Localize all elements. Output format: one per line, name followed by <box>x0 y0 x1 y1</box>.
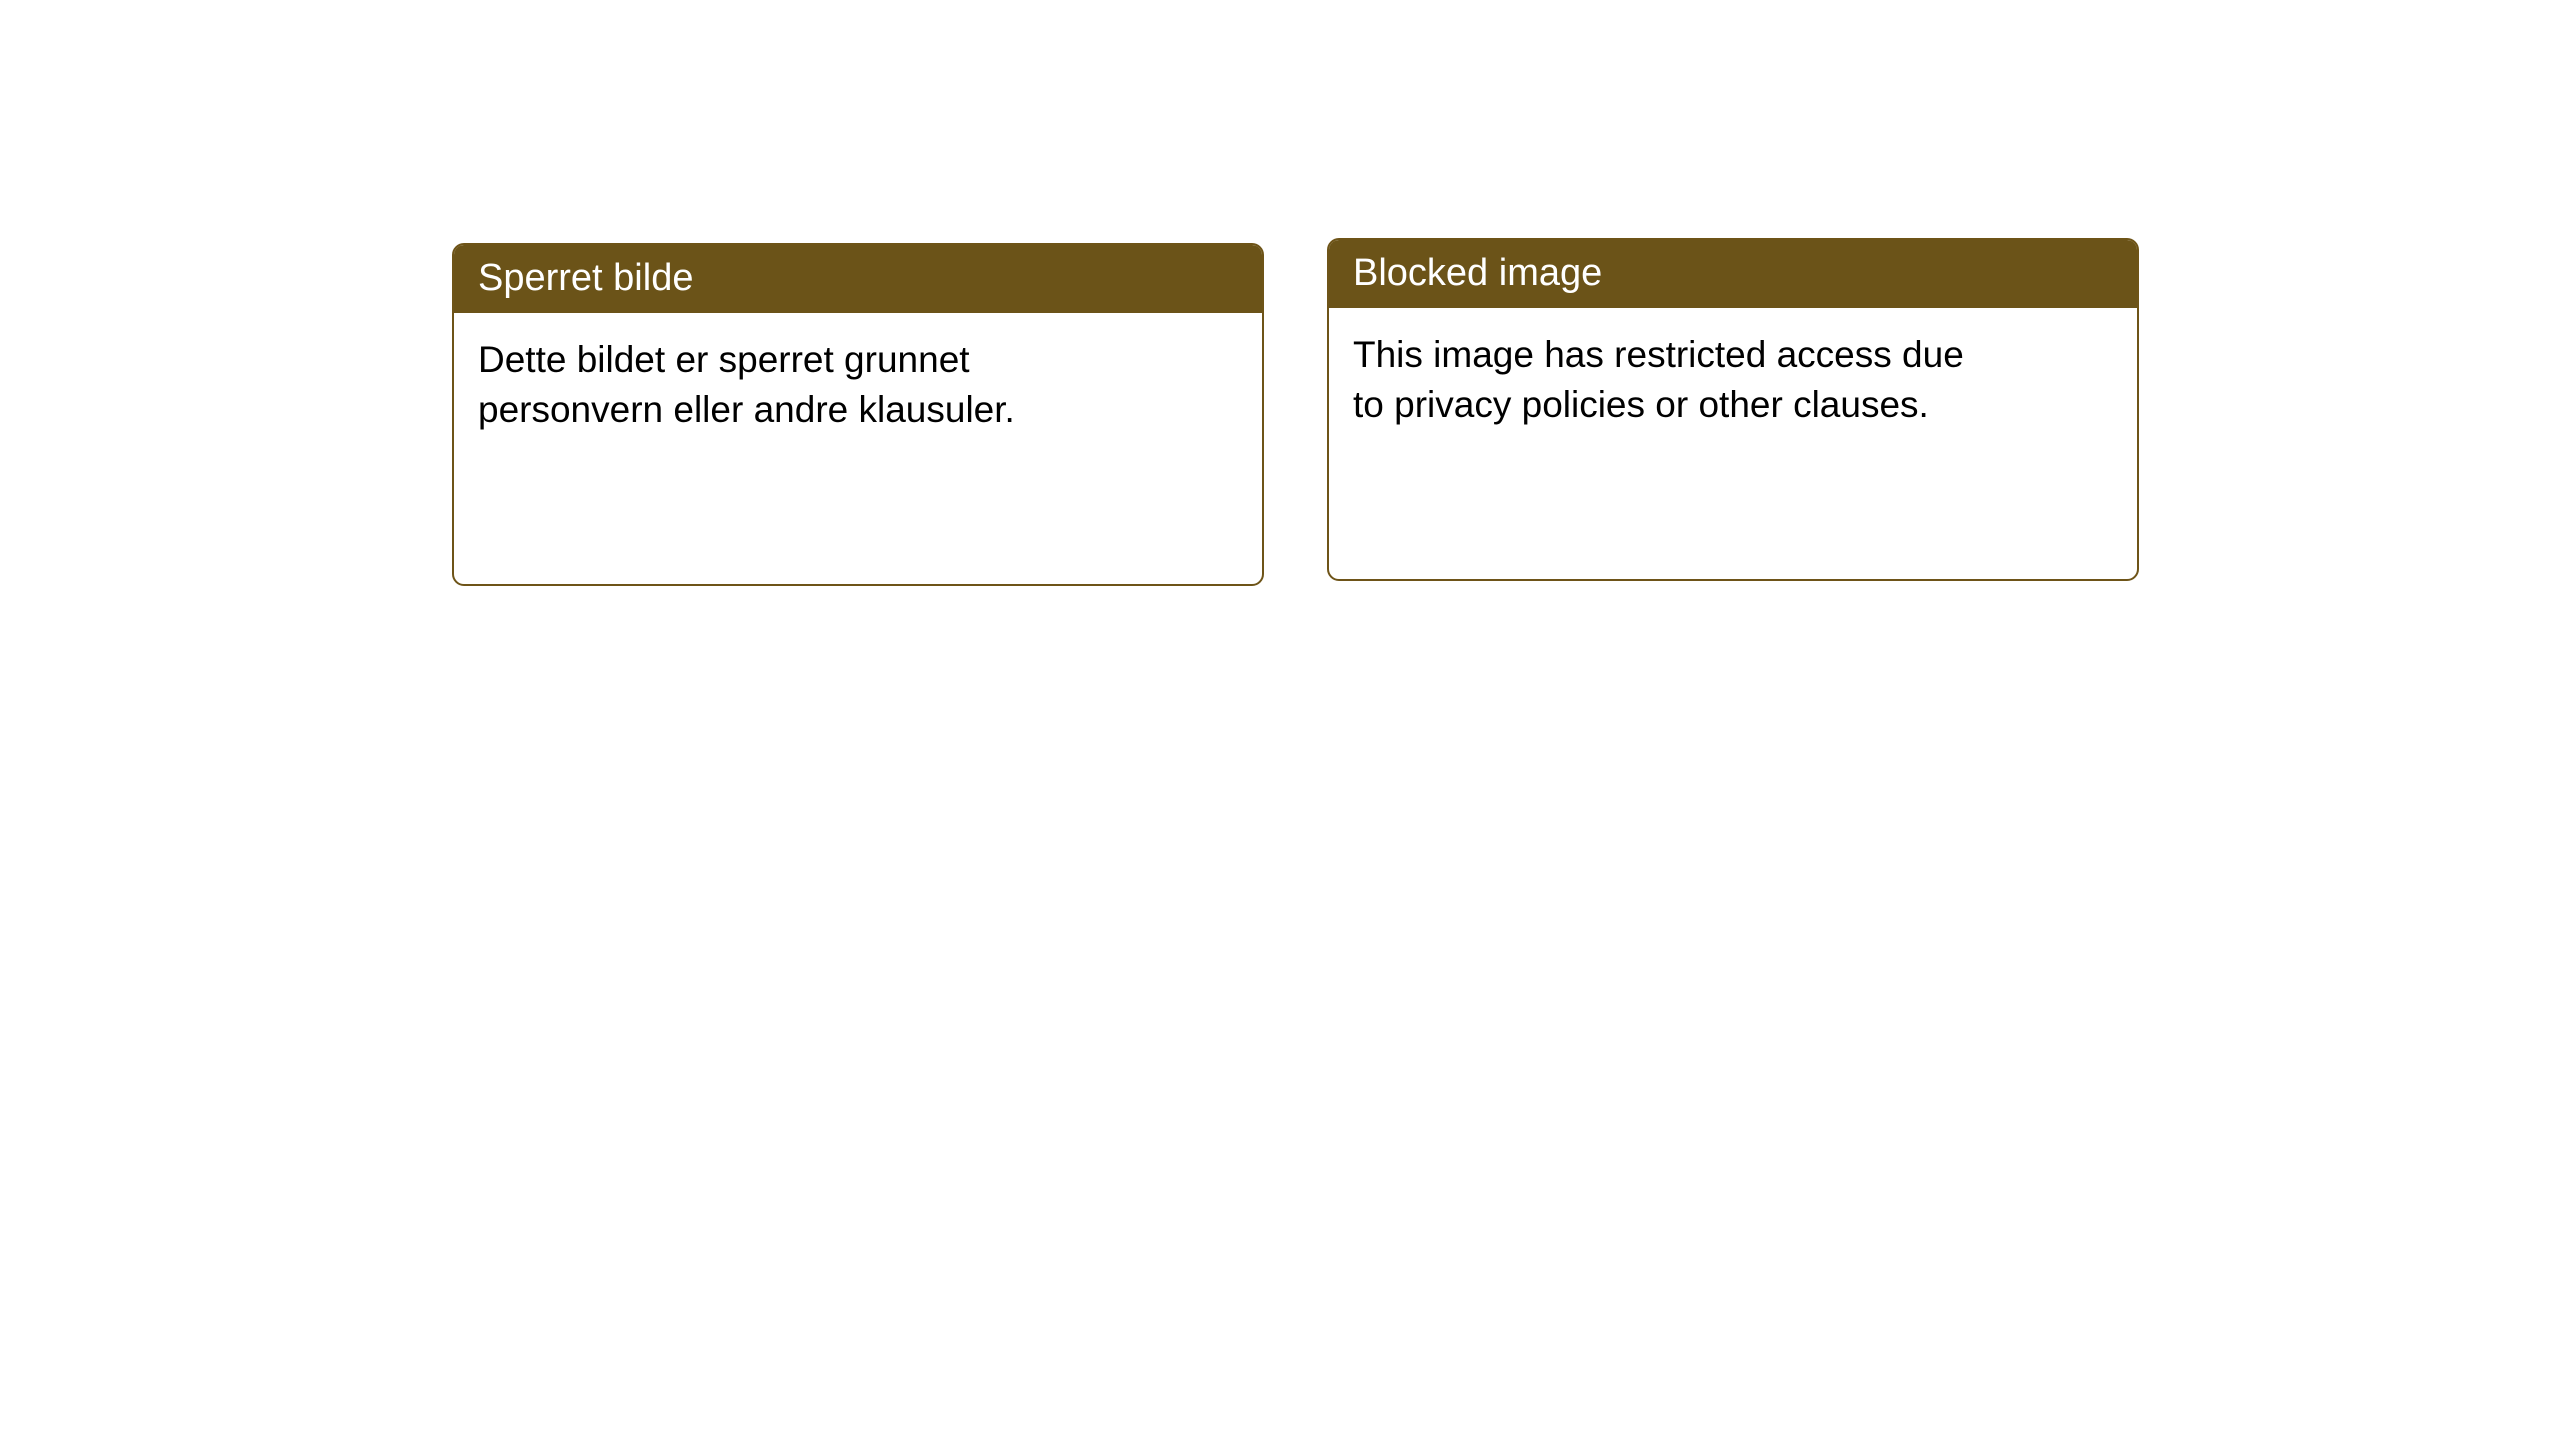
blocked-image-notice-card-en <box>1327 238 2139 581</box>
notice-card-title-no: Sperret bilde <box>454 245 1262 313</box>
blocked-image-notice-card-no <box>452 243 1264 586</box>
notice-card-title-en: Blocked image <box>1329 240 2137 308</box>
notice-card-message-en: This image has restricted access due to privacy policies or other clauses. <box>1353 334 1964 425</box>
notice-card-message-no: Dette bildet er sperret grunnet personvern eller andre klausuler. <box>478 339 1015 430</box>
